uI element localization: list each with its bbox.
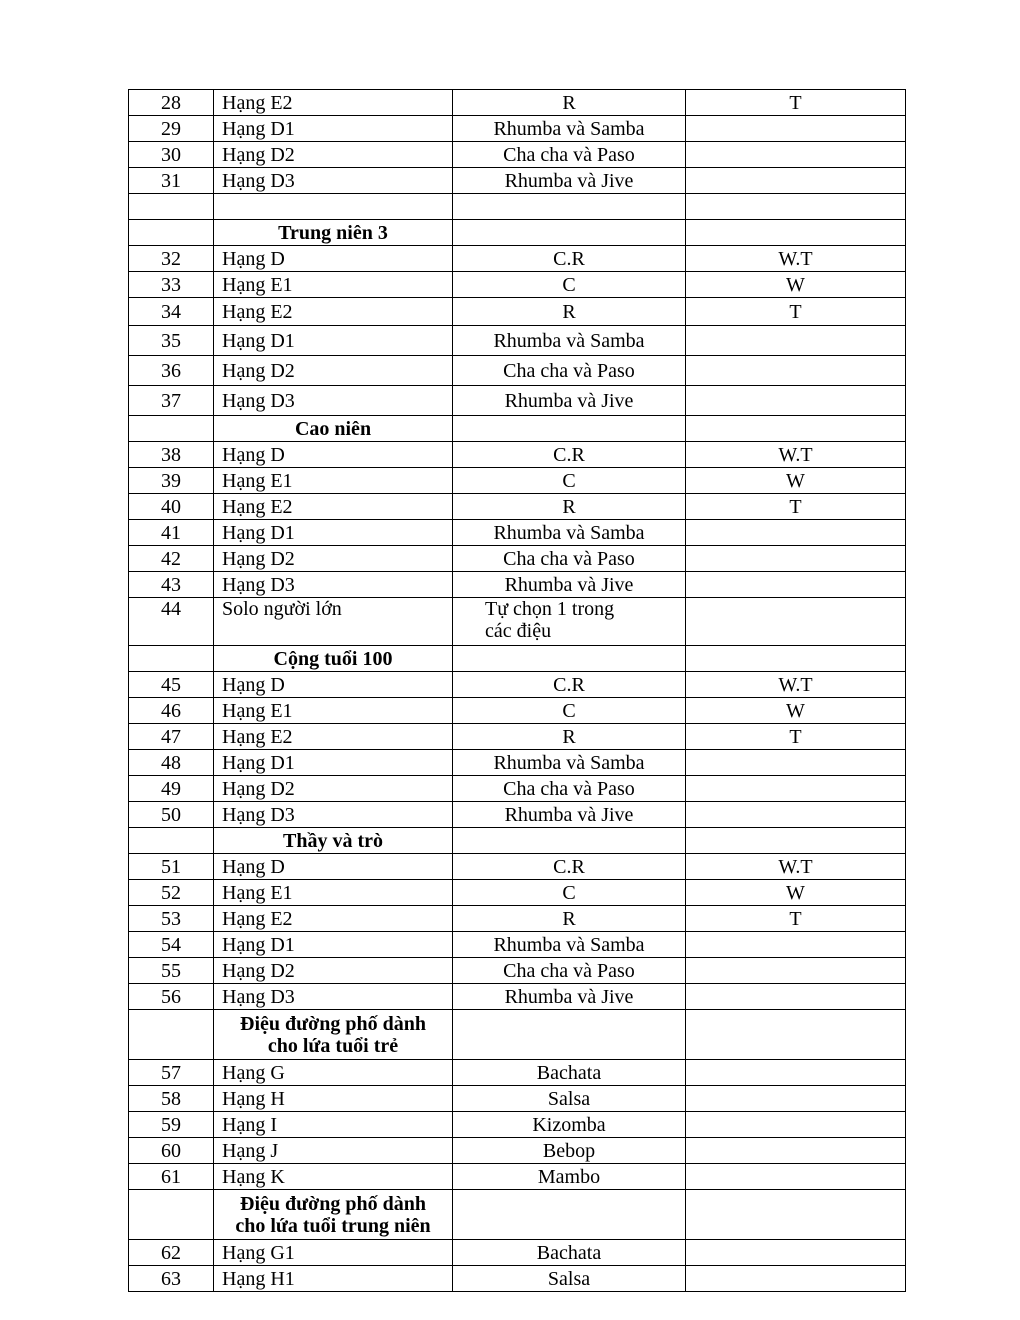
category-cell: Hạng J <box>214 1138 453 1164</box>
extra-cell <box>686 1138 906 1164</box>
table-row <box>129 168 906 194</box>
dance-cell: R <box>453 724 686 750</box>
category-cell: Hạng E2 <box>214 90 453 116</box>
extra-cell <box>686 1266 906 1292</box>
table-row <box>129 750 906 776</box>
section-header-row <box>129 1010 906 1060</box>
extra-cell: W <box>686 272 906 298</box>
dance-cell: Rhumba và Jive <box>453 386 686 416</box>
dance-cell: C <box>453 468 686 494</box>
category-cell: Hạng D2 <box>214 776 453 802</box>
section-title: Cao niên <box>214 416 453 442</box>
dance-cell: Bachata <box>453 1060 686 1086</box>
number-cell: 44 <box>129 598 214 646</box>
category-cell <box>214 194 453 220</box>
extra-cell: W.T <box>686 854 906 880</box>
dance-cell <box>453 220 686 246</box>
dance-cell: R <box>453 494 686 520</box>
table-row <box>129 246 906 272</box>
extra-cell <box>686 168 906 194</box>
category-cell: Hạng D1 <box>214 116 453 142</box>
extra-cell: T <box>686 906 906 932</box>
table-row <box>129 272 906 298</box>
extra-cell <box>686 142 906 168</box>
category-cell: Hạng D <box>214 442 453 468</box>
number-cell: 28 <box>129 90 214 116</box>
dance-cell: Rhumba và Jive <box>453 984 686 1010</box>
table-row <box>129 1086 906 1112</box>
extra-cell <box>686 1010 906 1060</box>
dance-cell: C.R <box>453 672 686 698</box>
extra-cell <box>686 546 906 572</box>
extra-cell <box>686 984 906 1010</box>
section-title: Trung niên 3 <box>214 220 453 246</box>
dance-cell: C <box>453 272 686 298</box>
dance-cell <box>453 194 686 220</box>
category-cell: Hạng D1 <box>214 326 453 356</box>
extra-cell: W.T <box>686 246 906 272</box>
number-cell: 32 <box>129 246 214 272</box>
dance-cell: Cha cha và Paso <box>453 546 686 572</box>
number-cell: 29 <box>129 116 214 142</box>
extra-cell <box>686 802 906 828</box>
number-cell <box>129 220 214 246</box>
table-row <box>129 932 906 958</box>
extra-cell <box>686 194 906 220</box>
category-cell: Hạng D1 <box>214 932 453 958</box>
dance-cell: Cha cha và Paso <box>453 958 686 984</box>
table-row <box>129 802 906 828</box>
number-cell: 34 <box>129 298 214 326</box>
category-cell: Hạng E2 <box>214 298 453 326</box>
table-row <box>129 984 906 1010</box>
dance-cell: Bachata <box>453 1240 686 1266</box>
dance-cell: Tự chọn 1 trong các điệu <box>453 598 686 646</box>
number-cell <box>129 416 214 442</box>
table-row <box>129 326 906 356</box>
number-cell: 43 <box>129 572 214 598</box>
dance-cell: R <box>453 298 686 326</box>
table-row <box>129 698 906 724</box>
category-cell: Hạng E1 <box>214 880 453 906</box>
number-cell: 53 <box>129 906 214 932</box>
dance-cell: Rhumba và Jive <box>453 802 686 828</box>
extra-cell <box>686 646 906 672</box>
number-cell: 33 <box>129 272 214 298</box>
number-cell: 57 <box>129 1060 214 1086</box>
category-cell: Hạng D2 <box>214 356 453 386</box>
table-row <box>129 854 906 880</box>
section-title: Điệu đường phố dành cho lứa tuổi trung niên <box>214 1190 453 1240</box>
competition-table <box>128 89 906 1292</box>
table-row <box>129 1138 906 1164</box>
category-cell: Hạng E1 <box>214 698 453 724</box>
extra-cell <box>686 520 906 546</box>
category-cell: Hạng E1 <box>214 468 453 494</box>
category-cell: Hạng E1 <box>214 272 453 298</box>
extra-cell: T <box>686 724 906 750</box>
dance-cell: Mambo <box>453 1164 686 1190</box>
table-row <box>129 386 906 416</box>
extra-cell <box>686 828 906 854</box>
category-cell: Hạng D1 <box>214 750 453 776</box>
category-cell: Hạng D2 <box>214 958 453 984</box>
dance-cell: C.R <box>453 246 686 272</box>
number-cell: 48 <box>129 750 214 776</box>
extra-cell <box>686 1060 906 1086</box>
table-row <box>129 880 906 906</box>
extra-cell <box>686 356 906 386</box>
extra-cell <box>686 1086 906 1112</box>
table-row <box>129 598 906 646</box>
dance-cell: C.R <box>453 442 686 468</box>
number-cell: 40 <box>129 494 214 520</box>
table-row <box>129 356 906 386</box>
number-cell: 30 <box>129 142 214 168</box>
section-title: Điệu đường phố dành cho lứa tuổi trẻ <box>214 1010 453 1060</box>
number-cell: 38 <box>129 442 214 468</box>
number-cell: 37 <box>129 386 214 416</box>
number-cell <box>129 828 214 854</box>
table-row <box>129 1240 906 1266</box>
category-cell: Hạng G <box>214 1060 453 1086</box>
dance-cell: Rhumba và Samba <box>453 116 686 142</box>
table-row <box>129 1060 906 1086</box>
number-cell: 51 <box>129 854 214 880</box>
category-cell: Hạng I <box>214 1112 453 1138</box>
section-header-row <box>129 220 906 246</box>
number-cell: 42 <box>129 546 214 572</box>
blank-row <box>129 194 906 220</box>
category-cell: Hạng D3 <box>214 168 453 194</box>
category-cell: Solo người lớn <box>214 598 453 646</box>
extra-cell <box>686 1240 906 1266</box>
table-row <box>129 442 906 468</box>
section-header-row <box>129 828 906 854</box>
extra-cell: T <box>686 298 906 326</box>
dance-cell <box>453 646 686 672</box>
table-row <box>129 672 906 698</box>
extra-cell: W <box>686 698 906 724</box>
table-row <box>129 572 906 598</box>
dance-cell <box>453 828 686 854</box>
table-row <box>129 1164 906 1190</box>
section-header-row <box>129 1190 906 1240</box>
extra-cell <box>686 220 906 246</box>
number-cell: 49 <box>129 776 214 802</box>
table-row <box>129 298 906 326</box>
table-row <box>129 724 906 750</box>
extra-cell: T <box>686 90 906 116</box>
extra-cell: T <box>686 494 906 520</box>
extra-cell <box>686 572 906 598</box>
dance-cell: R <box>453 90 686 116</box>
number-cell <box>129 646 214 672</box>
number-cell: 31 <box>129 168 214 194</box>
category-cell: Hạng H <box>214 1086 453 1112</box>
extra-cell <box>686 932 906 958</box>
number-cell: 52 <box>129 880 214 906</box>
category-cell: Hạng D3 <box>214 802 453 828</box>
extra-cell <box>686 1164 906 1190</box>
number-cell: 63 <box>129 1266 214 1292</box>
table-row <box>129 776 906 802</box>
table-row <box>129 546 906 572</box>
number-cell: 45 <box>129 672 214 698</box>
number-cell <box>129 194 214 220</box>
dance-cell <box>453 1190 686 1240</box>
category-cell: Hạng D3 <box>214 572 453 598</box>
dance-cell: R <box>453 906 686 932</box>
category-cell: Hạng D <box>214 672 453 698</box>
extra-cell <box>686 958 906 984</box>
table-row <box>129 142 906 168</box>
extra-cell <box>686 1190 906 1240</box>
table-row <box>129 520 906 546</box>
table-row <box>129 906 906 932</box>
dance-cell: Rhumba và Samba <box>453 932 686 958</box>
number-cell: 56 <box>129 984 214 1010</box>
number-cell: 62 <box>129 1240 214 1266</box>
dance-cell: Rhumba và Samba <box>453 750 686 776</box>
dance-cell: Rhumba và Samba <box>453 520 686 546</box>
number-cell: 47 <box>129 724 214 750</box>
category-cell: Hạng D3 <box>214 386 453 416</box>
extra-cell <box>686 386 906 416</box>
table-row <box>129 90 906 116</box>
number-cell: 59 <box>129 1112 214 1138</box>
section-header-row <box>129 416 906 442</box>
extra-cell <box>686 776 906 802</box>
category-cell: Hạng D <box>214 246 453 272</box>
dance-cell: Rhumba và Jive <box>453 572 686 598</box>
number-cell <box>129 1190 214 1240</box>
category-cell: Hạng E2 <box>214 494 453 520</box>
number-cell <box>129 1010 214 1060</box>
number-cell: 41 <box>129 520 214 546</box>
number-cell: 54 <box>129 932 214 958</box>
category-cell: Hạng D2 <box>214 142 453 168</box>
competition-table-container <box>128 89 905 1292</box>
category-cell: Hạng D2 <box>214 546 453 572</box>
dance-cell: Kizomba <box>453 1112 686 1138</box>
table-row <box>129 1112 906 1138</box>
table-row <box>129 468 906 494</box>
category-cell: Hạng D1 <box>214 520 453 546</box>
table-body <box>129 90 906 1292</box>
dance-cell: C.R <box>453 854 686 880</box>
extra-cell: W.T <box>686 672 906 698</box>
table-row <box>129 958 906 984</box>
category-cell: Hạng K <box>214 1164 453 1190</box>
category-cell: Hạng G1 <box>214 1240 453 1266</box>
extra-cell: W.T <box>686 442 906 468</box>
dance-cell <box>453 416 686 442</box>
section-title: Thầy và trò <box>214 828 453 854</box>
table-row <box>129 116 906 142</box>
extra-cell <box>686 1112 906 1138</box>
dance-cell: Rhumba và Samba <box>453 326 686 356</box>
table-row <box>129 494 906 520</box>
extra-cell <box>686 116 906 142</box>
number-cell: 46 <box>129 698 214 724</box>
dance-cell: Bebop <box>453 1138 686 1164</box>
number-cell: 60 <box>129 1138 214 1164</box>
extra-cell: W <box>686 468 906 494</box>
dance-cell: C <box>453 698 686 724</box>
dance-cell: Salsa <box>453 1086 686 1112</box>
table-row <box>129 1266 906 1292</box>
dance-cell: Salsa <box>453 1266 686 1292</box>
section-title: Cộng tuổi 100 <box>214 646 453 672</box>
extra-cell <box>686 416 906 442</box>
category-cell: Hạng D <box>214 854 453 880</box>
category-cell: Hạng D3 <box>214 984 453 1010</box>
dance-cell <box>453 1010 686 1060</box>
dance-cell: Cha cha và Paso <box>453 356 686 386</box>
number-cell: 55 <box>129 958 214 984</box>
extra-cell: W <box>686 880 906 906</box>
number-cell: 36 <box>129 356 214 386</box>
section-header-row <box>129 646 906 672</box>
number-cell: 58 <box>129 1086 214 1112</box>
number-cell: 35 <box>129 326 214 356</box>
category-cell: Hạng E2 <box>214 906 453 932</box>
number-cell: 39 <box>129 468 214 494</box>
dance-cell: Rhumba và Jive <box>453 168 686 194</box>
dance-cell: C <box>453 880 686 906</box>
extra-cell <box>686 750 906 776</box>
category-cell: Hạng H1 <box>214 1266 453 1292</box>
number-cell: 61 <box>129 1164 214 1190</box>
dance-cell: Cha cha và Paso <box>453 776 686 802</box>
dance-cell: Cha cha và Paso <box>453 142 686 168</box>
category-cell: Hạng E2 <box>214 724 453 750</box>
extra-cell <box>686 598 906 646</box>
extra-cell <box>686 326 906 356</box>
number-cell: 50 <box>129 802 214 828</box>
